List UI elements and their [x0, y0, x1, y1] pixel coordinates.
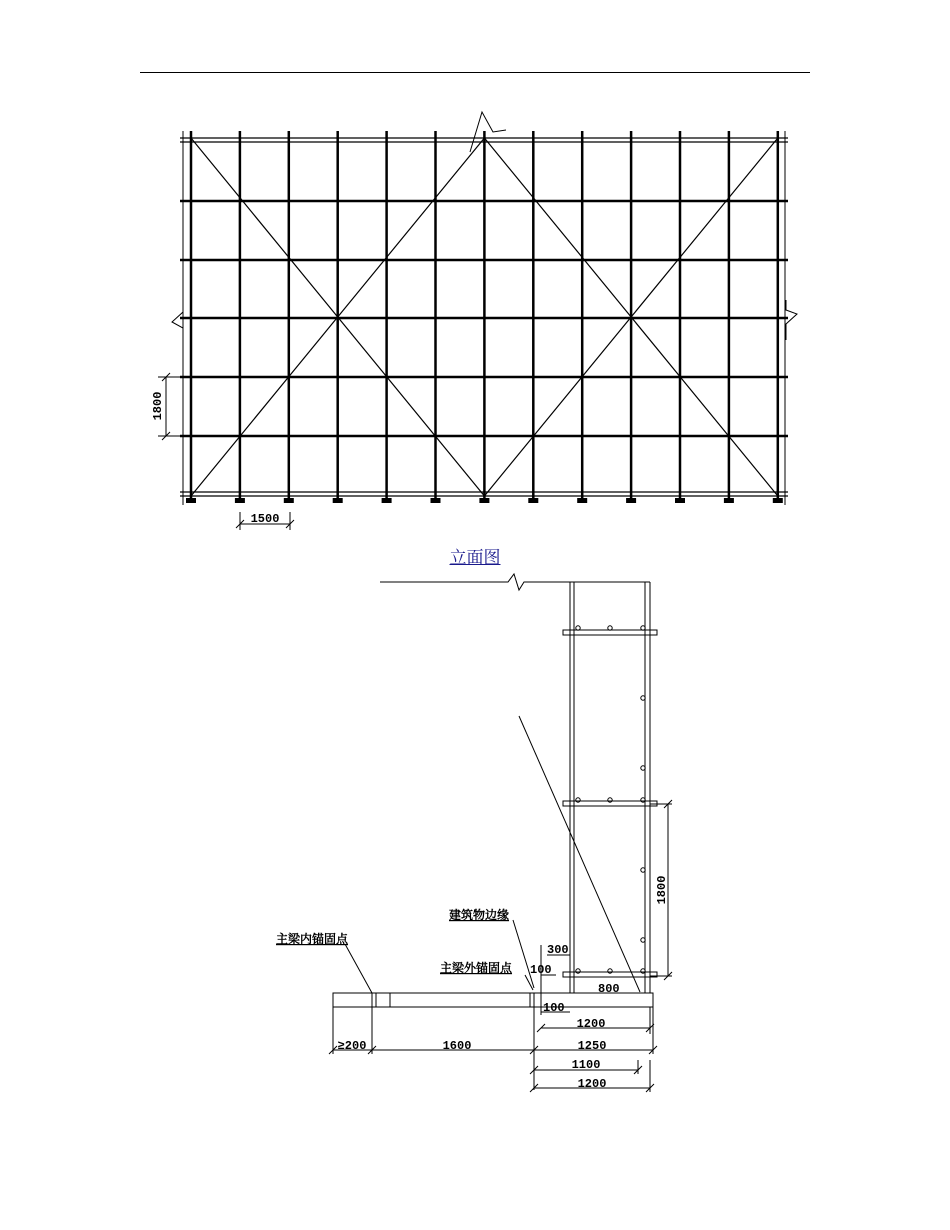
dim-800-text: 800 [598, 982, 620, 996]
left-break-symbol [172, 300, 183, 340]
section-ledgers [563, 630, 657, 977]
building-slab-line [380, 574, 650, 590]
label-building-edge: 建筑物边缘 [449, 908, 510, 922]
dim-1500-text: 1500 [250, 512, 280, 526]
dim-300-text: 300 [547, 943, 569, 957]
coupler [576, 798, 580, 802]
diagonal-tie-line [519, 716, 640, 992]
dim-1100-text: 1100 [571, 1058, 601, 1072]
coupler [608, 798, 612, 802]
elevation-caption: 立面图 [449, 548, 501, 568]
top-break-line [470, 112, 506, 152]
base-plate [773, 498, 783, 503]
base-plate [479, 498, 489, 503]
base-plate [235, 498, 245, 503]
leader-lines [345, 920, 534, 993]
coupler [576, 969, 580, 973]
dim-1200-b-text: 1200 [577, 1077, 607, 1091]
dim-1800-text: 1800 [151, 391, 165, 421]
dim-100-top-text: 100 [530, 963, 552, 977]
base-plate [284, 498, 294, 503]
base-plate [186, 498, 196, 503]
elevation-base-plates [186, 498, 783, 503]
base-plate [675, 498, 685, 503]
base-plate [626, 498, 636, 503]
section-view [329, 574, 672, 1092]
label-outer-anchor: 主梁外锚固点 [440, 961, 513, 975]
right-break-symbol [786, 300, 797, 340]
dim-min-200-text: ≥200 [337, 1039, 367, 1053]
base-plate [724, 498, 734, 503]
coupler [608, 969, 612, 973]
section-posts [570, 582, 650, 993]
label-inner-anchor: 主梁内锚固点 [276, 932, 349, 946]
base-plate [382, 498, 392, 503]
dim-1800-section-text: 1800 [655, 875, 669, 905]
dim-1200-a-text: 1200 [576, 1017, 606, 1031]
base-plate [333, 498, 343, 503]
dim-1600-text: 1600 [442, 1039, 472, 1053]
elevation-view [158, 112, 797, 530]
base-plate [528, 498, 538, 503]
dim-100-bottom-text: 100 [543, 1001, 565, 1015]
base-plate [431, 498, 441, 503]
base-plate [577, 498, 587, 503]
dim-1250-text: 1250 [577, 1039, 607, 1053]
dim-chains-bottom [329, 1007, 657, 1092]
section-couplers [576, 626, 645, 973]
